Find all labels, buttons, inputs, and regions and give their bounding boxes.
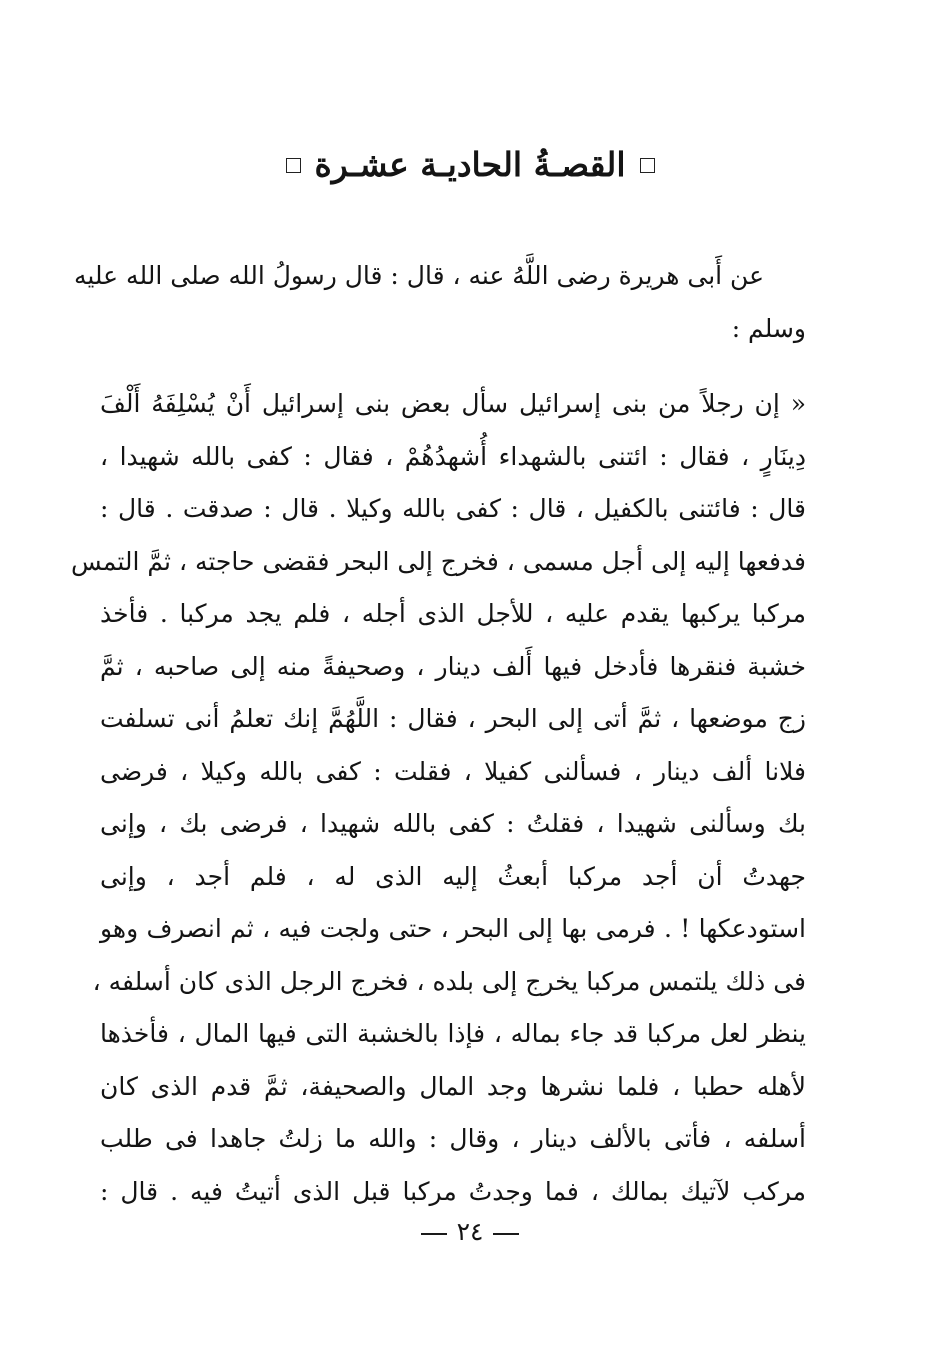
story-line: فى ذلك يلتمس مركبا يخرج إلى بلده ، فخرج الرجل الذى كان أسلفه ، [92,966,806,996]
story-line: جهدتُ أن أجد مركبا أبعثُ إليه الذى له ، فلم أجد ، وإنى [100,861,806,891]
story-line: زج موضعها ، ثمَّ أتى إلى البحر ، فقال : اللَّهُمَّ إنك تعلمُ أنى تسلفت [100,704,806,733]
story-line: استودعكها ! . فرمى بها إلى البحر ، حتى ولجت فيه ، ثم انصرف وهو [100,914,806,943]
intro-line: وسلم : [731,313,806,343]
story-line: لأهله حطبا ، فلما نشرها وجد المال والصحيفة، ثمَّ قدم الذى كان [100,1071,806,1101]
page-number-text: ٢٤ [456,1217,484,1246]
story-line: مركب لآتيك بمالك ، فما وجدتُ مركبا قبل الذى أتيتُ فيه . قال : [100,1176,806,1206]
story-line: فلانا ألف دينار ، فسألنى كفيلا ، فقلت : كفى بالله وكيلا ، فرضى [100,756,806,786]
dash-right [493,1233,519,1235]
story-line: خشبة فنقرها فأدخل فيها أَلف دينار ، وصحيفةً منه إلى صاحبه ، ثمَّ [100,651,806,681]
paragraph-gap [100,355,806,378]
story-line: فدفعها إليه إلى أجل مسمى ، فخرج إلى البحر فقضى حاجته ، ثمَّ التمس [71,546,806,576]
story-title-text: القصـةُ الحاديـة عشـرة [314,145,626,184]
dash-left [421,1233,447,1235]
box-icon-left [286,158,301,173]
story-line: « إن رجلاً من بنى إسرائيل سأل بعض بنى إسرائيل أَنْ يُسْلِفَهُ أَلْفَ [100,389,806,418]
intro-line: عن أَبى هريرة رضى اللَّهُ عنه ، قال : قال رسولُ الله صلى الله عليه [73,261,764,290]
story-line: دِينَارٍ ، فقال : ائتنى بالشهداء أُشهدُهُمْ ، فقال : كفى بالله شهيدا ، [100,441,806,471]
story-title [0,140,940,190]
page-number [0,1212,940,1252]
box-icon-right [640,158,655,173]
story-line: أسلفه ، فأتى بالألف دينار ، وقال : والله ما زلتُ جاهدا فى طلب [100,1124,806,1153]
story-body [71,250,806,1218]
story-line: قال : فائتنى بالكفيل ، قال : كفى بالله وكيلا . قال : صدقت . قال : [100,494,806,523]
story-line: مركبا يركبها يقدم عليه ، للأجل الذى أجله ، فلم يجد مركبا . فأخذ [100,599,806,628]
story-line: بك وسألنى شهيدا ، فقلتُ : كفى بالله شهيدا ، فرضى بك ، وإنى [100,809,806,838]
story-line: ينظر لعل مركبا قد جاء بماله ، فإذا بالخشبة التى فيها المال ، فأخذها [100,1019,806,1048]
